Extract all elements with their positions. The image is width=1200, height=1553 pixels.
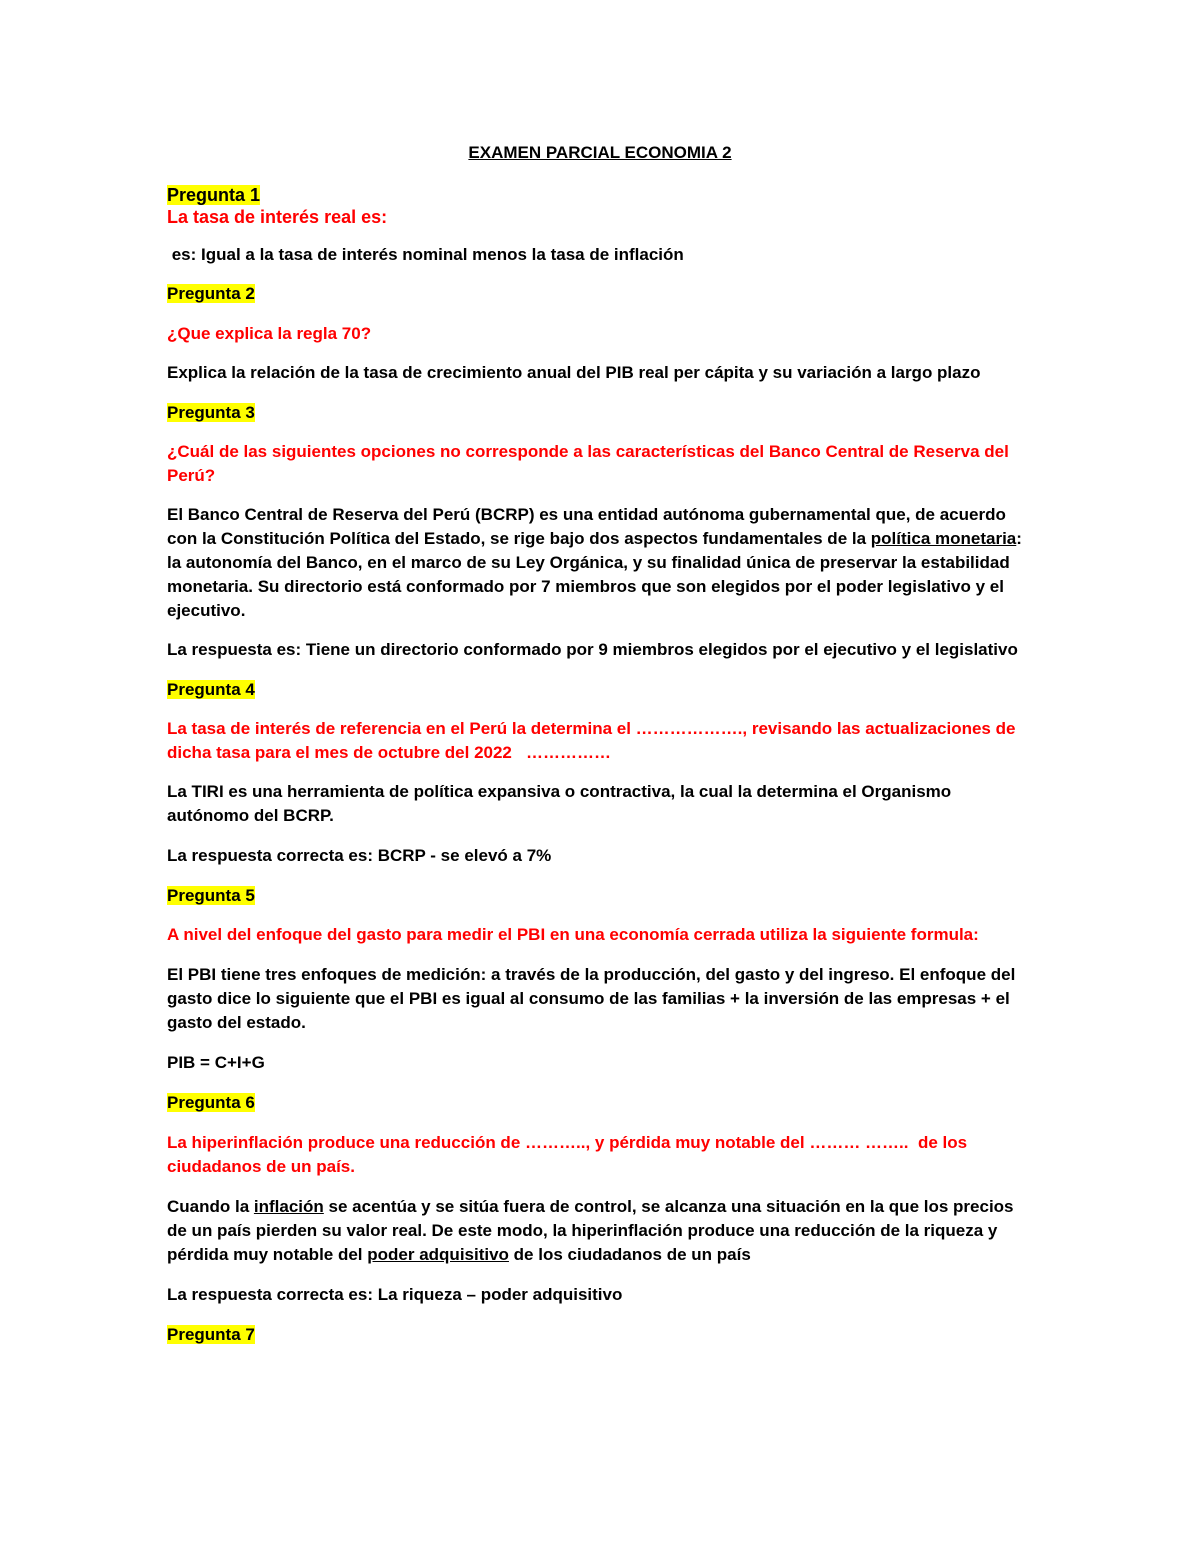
poder-adquisitivo-link[interactable]: poder adquisitivo — [367, 1245, 509, 1264]
question-2-answer: Explica la relación de la tasa de crecimiento anual del PIB real per cápita y su variación a largo plazo — [167, 363, 981, 382]
question-3-answer: La respuesta es: Tiene un directorio conformado por 9 miembros elegidos por el ejecutivo y el legislativo — [167, 640, 1018, 659]
question-6-explanation: Cuando la inflación se acentúa y se sitúa fuera de control, se alcanza una situación en la que los precios de un país pierden su valor real. De este modo, la hiperinflación produce una reducción de la riqueza y pérdida muy notable del poder adquisitivo de los ciudadanos de un país — [167, 1197, 1014, 1264]
question-1-text: La tasa de interés real es: — [167, 207, 388, 227]
question-1-label — [167, 184, 1033, 206]
question-4-label — [167, 678, 1033, 702]
question-4-explanation: La TIRI es una herramienta de política expansiva o contractiva, la cual la determina el Organismo autónomo del BCRP. — [167, 782, 952, 825]
question-3-label — [167, 401, 1033, 425]
inflacion-link[interactable]: inflación — [253, 1197, 324, 1216]
question-label-highlight: Pregunta 4 — [167, 680, 255, 699]
question-6-text: La hiperinflación produce una reducción de ……….., y pérdida muy notable del ……… …….. de los ciudadanos de un país. — [167, 1133, 972, 1176]
question-label-highlight: Pregunta 7 — [167, 1325, 255, 1344]
question-2-label — [167, 282, 1033, 306]
question-5-explanation: El PBI tiene tres enfoques de medición: a través de la producción, del gasto y del ingreso. El enfoque del gasto dice lo siguiente que el PBI es igual al consumo de las familias + la inversión de las empresas + el gasto del estado. — [167, 965, 1016, 1032]
question-2-text: ¿Que explica la regla 70? — [167, 324, 372, 343]
question-7-label — [167, 1323, 1033, 1347]
question-label-highlight: Pregunta 2 — [167, 284, 255, 303]
question-5-text: A nivel del enfoque del gasto para medir el PBI en una economía cerrada utiliza la siguiente formula: — [167, 925, 979, 944]
page-title: EXAMEN PARCIAL ECONOMIA 2 — [468, 143, 732, 162]
question-5-formula: PIB = C+I+G — [167, 1053, 265, 1072]
question-label-highlight: Pregunta 5 — [167, 886, 255, 905]
question-4-answer: La respuesta correcta es: BCRP - se elevó a 7% — [167, 846, 552, 865]
question-3-text: ¿Cuál de las siguientes opciones no corresponde a las características del Banco Central de Reserva del Perú? — [167, 442, 1009, 485]
question-4-text: La tasa de interés de referencia en el Perú la determina el ………………., revisando las actualizaciones de dicha tasa para el mes de octubre del 2022 …………… — [167, 719, 1021, 762]
question-5-label — [167, 884, 1033, 908]
politica-monetaria-link[interactable]: política monetaria — [870, 529, 1017, 548]
question-label-highlight: Pregunta 1 — [167, 185, 261, 205]
document-body — [167, 141, 1033, 1347]
question-6-label — [167, 1091, 1033, 1115]
question-label-highlight: Pregunta 3 — [167, 403, 255, 422]
question-3-explanation: El Banco Central de Reserva del Perú (BCRP) es una entidad autónoma gubernamental que, de acuerdo con la Constitución Política del Estado, se rige bajo dos aspectos fundamentales de la política monetaria: la autonomía del Banco, en el marco de su Ley Orgánica, y su finalidad única de preservar la estabilidad monetaria. Su directorio está conformado por 7 miembros que son elegidos por el poder legislativo y el ejecutivo. — [167, 505, 1022, 620]
question-1-answer: es: Igual a la tasa de interés nominal menos la tasa de inflación — [167, 245, 684, 264]
question-label-highlight: Pregunta 6 — [167, 1093, 255, 1112]
question-6-answer: La respuesta correcta es: La riqueza – poder adquisitivo — [167, 1285, 623, 1304]
